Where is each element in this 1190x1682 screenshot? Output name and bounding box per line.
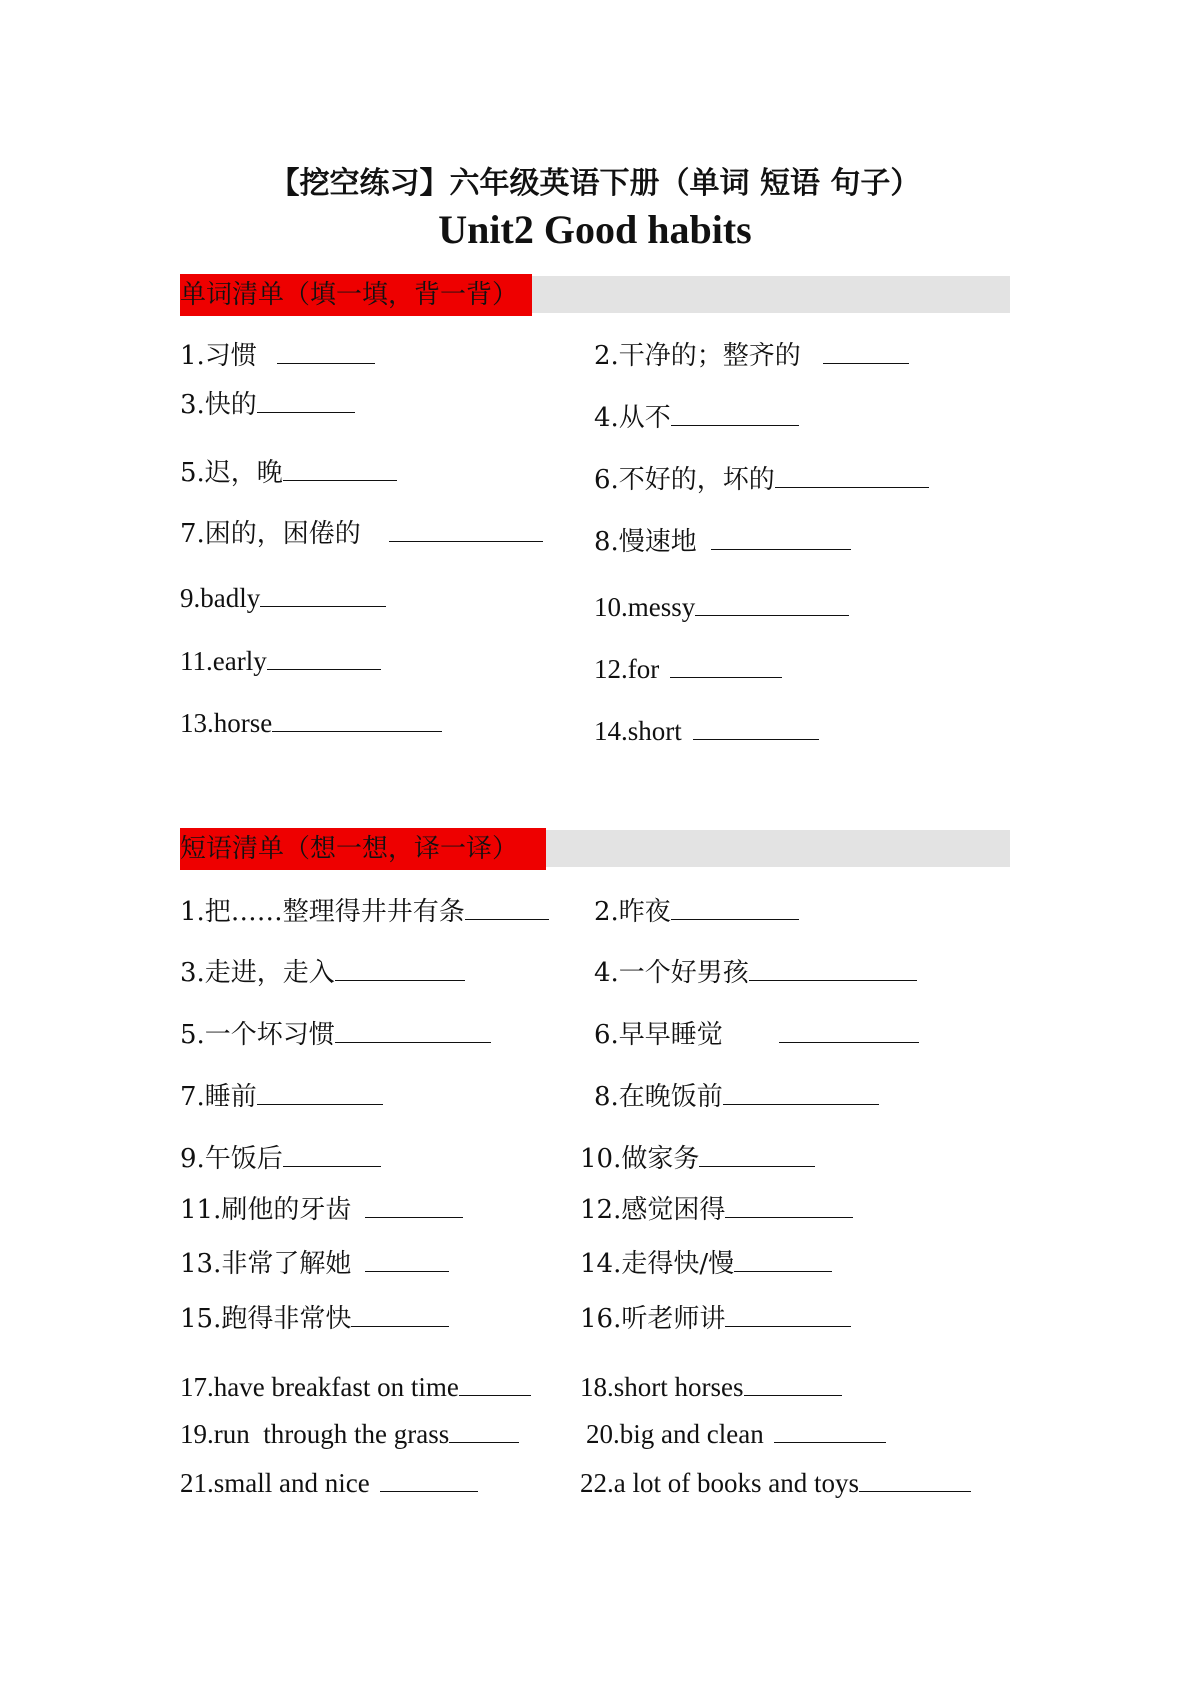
answer-blank[interactable]: [365, 1195, 463, 1218]
answer-blank[interactable]: [365, 1249, 449, 1272]
answer-blank[interactable]: [725, 1304, 851, 1327]
word-item: 9.badly: [180, 583, 386, 613]
word-item: 4.从不: [594, 403, 799, 433]
answer-blank[interactable]: [389, 519, 543, 542]
phrase-item: 4.一个好男孩: [594, 958, 917, 988]
phrase-item: 12.感觉困得: [580, 1195, 853, 1225]
phrase-item: 15.跑得非常快: [180, 1304, 449, 1334]
word-item: 2.干净的；整齐的: [594, 341, 909, 371]
answer-blank[interactable]: [277, 341, 375, 364]
phrase-item: 8.在晚饭前: [594, 1082, 879, 1112]
phrase-item: 13.非常了解她: [180, 1249, 449, 1279]
phrase-item: 21.small and nice: [180, 1468, 478, 1498]
phrase-item: 16.听老师讲: [580, 1304, 851, 1334]
answer-blank[interactable]: [723, 1082, 879, 1105]
answer-blank[interactable]: [775, 465, 929, 488]
answer-blank[interactable]: [734, 1249, 832, 1272]
answer-blank[interactable]: [267, 647, 381, 670]
phrase-item: 3.走进，走入: [180, 958, 465, 988]
phrase-item: 14.走得快/慢: [580, 1249, 832, 1279]
answer-blank[interactable]: [749, 958, 917, 981]
answer-blank[interactable]: [459, 1373, 531, 1396]
phrase-item: 9.午饭后: [180, 1144, 381, 1174]
answer-blank[interactable]: [351, 1304, 449, 1327]
word-item: 13.horse: [180, 708, 442, 738]
phrase-item: 1.把……整理得井井有条: [180, 897, 549, 927]
word-item: 10.messy: [594, 592, 849, 622]
phrase-item: 6.早早睡觉: [594, 1020, 919, 1050]
answer-blank[interactable]: [725, 1195, 853, 1218]
answer-blank[interactable]: [711, 527, 851, 550]
phrases-section-header: [180, 830, 1010, 867]
word-item: 7.困的，困倦的: [180, 519, 543, 549]
answer-blank[interactable]: [671, 897, 799, 920]
phrase-item: 20.big and clean: [586, 1419, 886, 1449]
word-item: 1.习惯: [180, 341, 375, 371]
word-item: 5.迟，晚: [180, 458, 397, 488]
word-item: 6.不好的，坏的: [594, 465, 929, 495]
answer-blank[interactable]: [335, 1020, 491, 1043]
answer-blank[interactable]: [449, 1420, 519, 1443]
answer-blank[interactable]: [695, 593, 849, 616]
answer-blank[interactable]: [744, 1373, 842, 1396]
word-item: 12.for: [594, 654, 782, 684]
answer-blank[interactable]: [283, 1144, 381, 1167]
phrase-item: 18.short horses: [580, 1372, 842, 1402]
phrase-item: 19.run through the grass: [180, 1419, 519, 1449]
answer-blank[interactable]: [465, 897, 549, 920]
phrase-item: 5.一个坏习惯: [180, 1020, 491, 1050]
answer-blank[interactable]: [272, 709, 442, 732]
phrase-item: 10.做家务: [580, 1144, 815, 1174]
answer-blank[interactable]: [823, 341, 909, 364]
answer-blank[interactable]: [380, 1469, 478, 1492]
answer-blank[interactable]: [671, 403, 799, 426]
phrases-section-label: 短语清单（想一想，译一译）: [180, 828, 546, 870]
unit-title: Unit2 Good habits: [438, 207, 752, 252]
answer-blank[interactable]: [774, 1420, 886, 1443]
word-item: 3.快的: [180, 390, 355, 420]
page-title: 【挖空练习】六年级英语下册（单词 短语 句子）: [269, 166, 921, 201]
word-item: 14.short: [594, 716, 819, 746]
answer-blank[interactable]: [257, 390, 355, 413]
answer-blank[interactable]: [257, 1082, 383, 1105]
answer-blank[interactable]: [283, 458, 397, 481]
phrase-item: 11.刷他的牙齿: [180, 1195, 463, 1225]
answer-blank[interactable]: [693, 717, 819, 740]
answer-blank[interactable]: [335, 958, 465, 981]
phrase-item: 22.a lot of books and toys: [580, 1468, 971, 1498]
word-item: 8.慢速地: [594, 527, 851, 557]
words-section-header: [180, 276, 1010, 313]
phrase-item: 2.昨夜: [594, 897, 799, 927]
phrase-item: 17.have breakfast on time: [180, 1372, 531, 1402]
answer-blank[interactable]: [699, 1144, 815, 1167]
answer-blank[interactable]: [779, 1020, 919, 1043]
answer-blank[interactable]: [260, 584, 386, 607]
answer-blank[interactable]: [670, 655, 782, 678]
word-item: 11.early: [180, 646, 381, 676]
answer-blank[interactable]: [859, 1469, 971, 1492]
words-section-label: 单词清单（填一填，背一背）: [180, 274, 532, 316]
phrase-item: 7.睡前: [180, 1082, 383, 1112]
